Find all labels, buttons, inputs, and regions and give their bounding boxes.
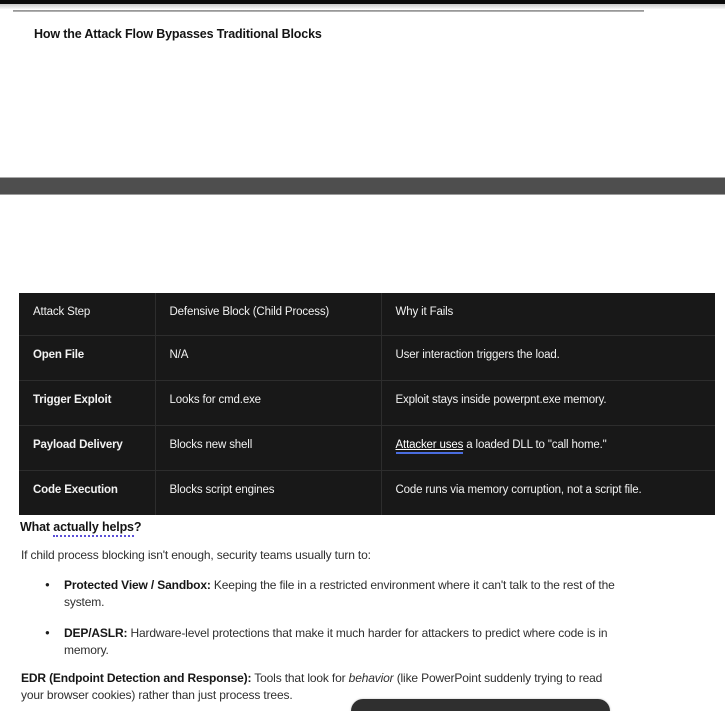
mitigations-list	[45, 577, 637, 673]
edr-text-1: Tools that look for	[251, 671, 349, 685]
attacker-uses-link[interactable]: Attacker uses	[396, 439, 464, 454]
cell-why	[381, 425, 715, 470]
cell-step: Trigger Exploit	[19, 380, 155, 425]
table-row	[19, 380, 715, 425]
column-header-defensive-block: Defensive Block (Child Process)	[155, 293, 381, 335]
list-item	[45, 577, 637, 611]
cell-why-text: a loaded DLL to "call home."	[463, 438, 607, 451]
list-item-body: Hardware-level protections that make it much harder for attackers to predict where code is in memory.	[64, 626, 608, 657]
intro-paragraph: If child process blocking isn't enough, security teams usually turn to:	[21, 548, 371, 562]
list-item-body: Keeping the file in a restricted environment where it can't talk to the rest of the system.	[64, 578, 615, 609]
list-item-label: DEP/ASLR:	[64, 626, 128, 640]
cell-step: Open File	[19, 335, 155, 380]
list-item-text	[64, 625, 637, 659]
edr-italic-word: behavior	[348, 671, 394, 685]
edr-text-2: (like PowerPoint suddenly trying to read your browser cookies) rather than just process trees.	[21, 671, 603, 702]
table-header-row	[19, 293, 715, 335]
list-item	[45, 625, 637, 659]
top-divider-line	[13, 10, 644, 12]
cell-why: User interaction triggers the load.	[381, 335, 715, 380]
cell-why: Exploit stays inside powerpnt.exe memory.	[381, 380, 715, 425]
cell-step: Code Execution	[19, 470, 155, 515]
list-item-text	[64, 577, 637, 611]
what-helps-suffix: ?	[133, 520, 142, 534]
table-row	[19, 335, 715, 380]
section-divider-bar	[0, 177, 725, 195]
list-item-label: Protected View / Sandbox:	[64, 578, 211, 592]
cell-block: Blocks new shell	[155, 425, 381, 470]
bullet-icon: ●	[45, 628, 50, 637]
edr-label: EDR (Endpoint Detection and Response):	[21, 671, 252, 685]
window-top-shadow	[0, 4, 725, 9]
actually-helps-annotation[interactable]: actually helps	[53, 520, 134, 537]
cell-block: N/A	[155, 335, 381, 380]
floating-toolbar[interactable]	[351, 699, 610, 711]
cell-step: Payload Delivery	[19, 425, 155, 470]
section-heading: How the Attack Flow Bypasses Traditional Blocks	[34, 27, 322, 41]
column-header-attack-step: Attack Step	[19, 293, 155, 335]
what-helps-prefix: What	[20, 520, 54, 534]
cell-block: Blocks script engines	[155, 470, 381, 515]
cell-why: Code runs via memory corruption, not a script file.	[395, 483, 642, 496]
attack-flow-table	[19, 293, 715, 515]
cell-block: Looks for cmd.exe	[155, 380, 381, 425]
bullet-icon: ●	[45, 580, 50, 589]
what-helps-heading	[20, 520, 141, 534]
table-row	[19, 425, 715, 470]
table-row	[19, 470, 715, 515]
column-header-why-it-fails: Why it Fails	[381, 293, 715, 335]
